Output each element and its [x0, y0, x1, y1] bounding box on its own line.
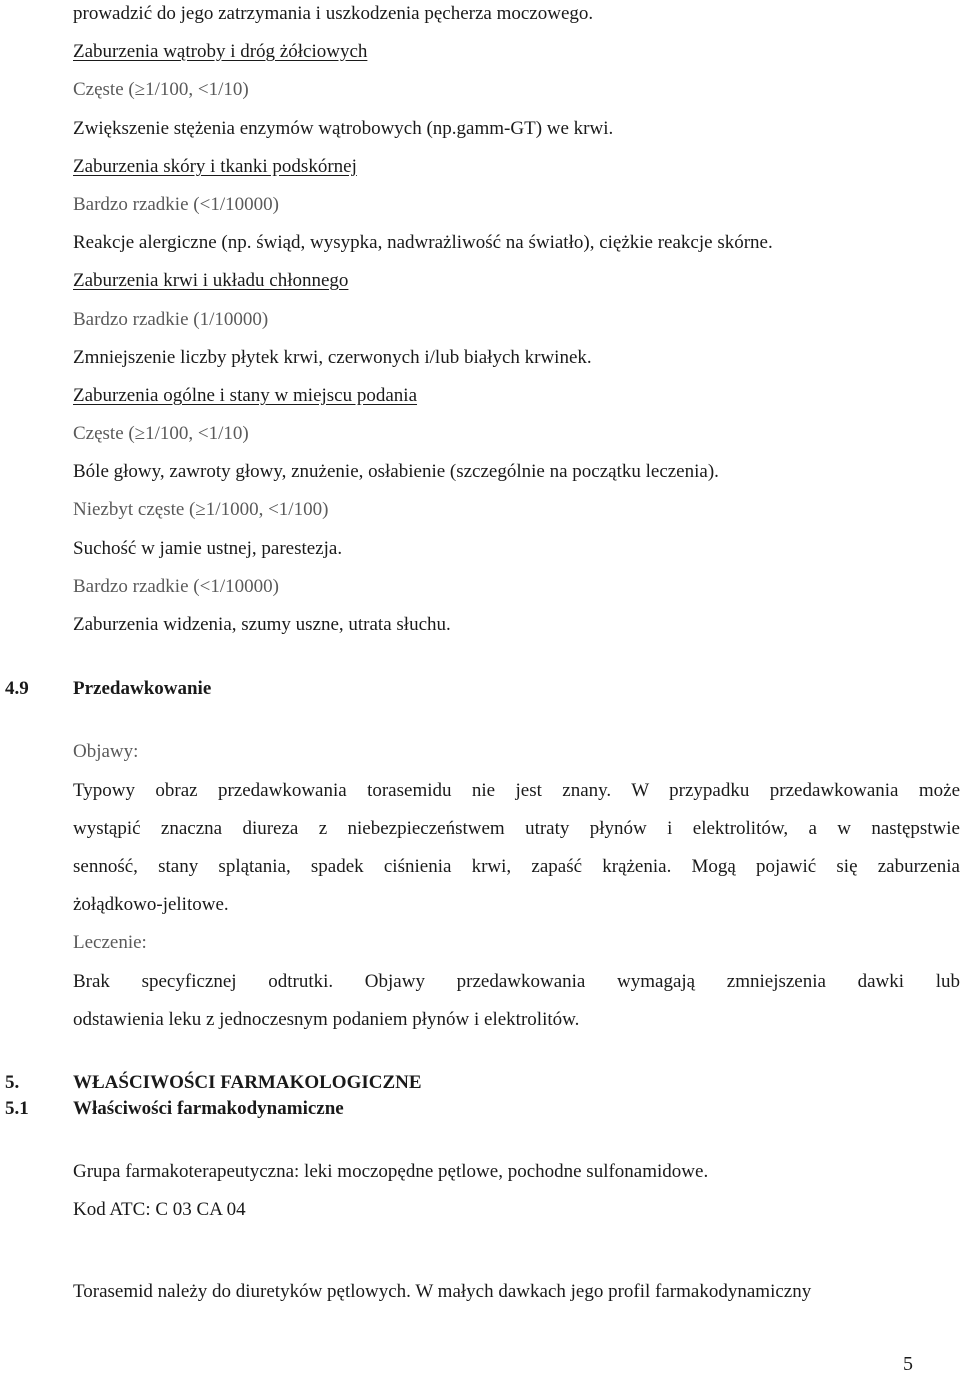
frequency-label: Częste (≥1/100, <1/10) — [73, 79, 249, 100]
category-heading-skin: Zaburzenia skóry i tkanki podskórnej — [73, 156, 357, 177]
frequency-label: Częste (≥1/100, <1/10) — [73, 423, 249, 444]
section-title: Przedawkowanie — [73, 678, 212, 699]
section-number: 4.9 — [5, 678, 29, 699]
paragraph-line: Brak specyficznej odtrutki. Objawy przedawkowania wymagają zmniejszenia dawki lub — [73, 971, 960, 992]
page-number: 5 — [903, 1353, 913, 1375]
text-line: Suchość w jamie ustnej, parestezja. — [73, 538, 343, 559]
paragraph-line: senność, stany splątania, spadek ciśnienia krwi, zapaść krążenia. Mogą pojawić się zaburzenia — [73, 856, 960, 877]
frequency-label: Niezbyt częste (≥1/1000, <1/100) — [73, 499, 329, 520]
text-line: Zwiększenie stężenia enzymów wątrobowych (np.gamm-GT) we krwi. — [73, 118, 614, 139]
section-number: 5. — [5, 1072, 20, 1093]
text-line: Reakcje alergiczne (np. świąd, wysypka, nadwrażliwość na światło), ciężkie reakcje skórne. — [73, 232, 773, 253]
text-line: prowadzić do jego zatrzymania i uszkodzenia pęcherza moczowego. — [73, 3, 594, 24]
text-line: Torasemid należy do diuretyków pętlowych. W małych dawkach jego profil farmakodynamiczny — [73, 1281, 812, 1302]
category-heading-blood: Zaburzenia krwi i układu chłonnego — [73, 270, 349, 291]
section-number: 5.1 — [5, 1098, 29, 1119]
text-line: Kod ATC: C 03 CA 04 — [73, 1199, 246, 1220]
subheading-leczenie: Leczenie: — [73, 932, 147, 953]
text-line: Bóle głowy, zawroty głowy, znużenie, osłabienie (szczególnie na początku leczenia). — [73, 461, 719, 482]
text-line: Zmniejszenie liczby płytek krwi, czerwonych i/lub białych krwinek. — [73, 347, 592, 368]
category-heading-general: Zaburzenia ogólne i stany w miejscu podania — [73, 385, 418, 406]
text-line: Grupa farmakoterapeutyczna: leki moczopędne pętlowe, pochodne sulfonamidowe. — [73, 1161, 709, 1182]
paragraph-line: Typowy obraz przedawkowania torasemidu nie jest znany. W przypadku przedawkowania może — [73, 780, 960, 801]
frequency-label: Bardzo rzadkie (<1/10000) — [73, 194, 279, 215]
paragraph-line: żołądkowo-jelitowe. — [73, 894, 229, 915]
section-title: WŁAŚCIWOŚCI FARMAKOLOGICZNE — [73, 1072, 422, 1093]
paragraph-line: odstawienia leku z jednoczesnym podaniem płynów i elektrolitów. — [73, 1009, 580, 1030]
text-line: Zaburzenia widzenia, szumy uszne, utrata słuchu. — [73, 614, 451, 635]
category-heading-liver: Zaburzenia wątroby i dróg żółciowych — [73, 41, 368, 62]
frequency-label: Bardzo rzadkie (<1/10000) — [73, 576, 279, 597]
paragraph-line: wystąpić znaczna diureza z niebezpieczeństwem utraty płynów i elektrolitów, a w następstwie — [73, 818, 960, 839]
section-title: Właściwości farmakodynamiczne — [73, 1098, 344, 1119]
frequency-label: Bardzo rzadkie (1/10000) — [73, 309, 269, 330]
subheading-objawy: Objawy: — [73, 741, 139, 762]
